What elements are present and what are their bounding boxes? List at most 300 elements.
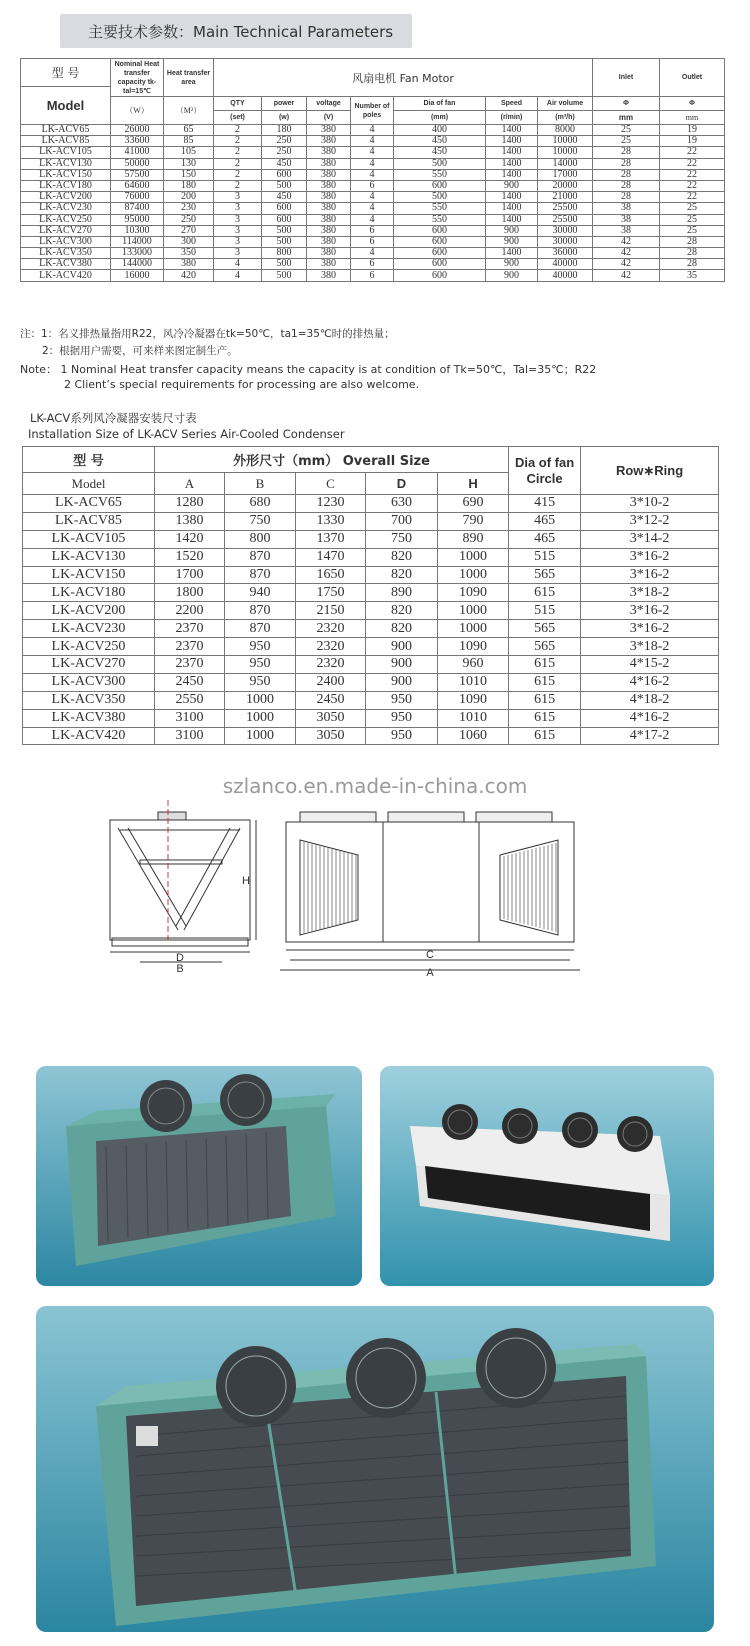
value-cell: 30000 (538, 225, 593, 236)
col-h-header: H (438, 473, 509, 495)
heat-area-header: Heat transfer area (164, 59, 214, 97)
model-cell: LK-ACV230 (23, 620, 155, 638)
voltage-unit: (V) (307, 111, 351, 125)
value-cell: 700 (366, 512, 438, 530)
value-cell: 565 (509, 638, 581, 656)
value-cell: 380 (307, 270, 351, 281)
value-cell: 420 (164, 270, 214, 281)
value-cell: 4 (351, 192, 394, 203)
model-cell: LK-ACV300 (21, 236, 111, 247)
value-cell: 1800 (155, 584, 225, 602)
value-cell: 28 (593, 147, 660, 158)
value-cell: 615 (509, 673, 581, 691)
value-cell: 144000 (111, 259, 164, 270)
value-cell: 950 (366, 709, 438, 727)
value-cell: 105 (164, 147, 214, 158)
value-cell: 1000 (225, 691, 296, 709)
value-cell: 900 (366, 673, 438, 691)
install-row (23, 656, 719, 674)
value-cell: 1090 (438, 584, 509, 602)
value-cell: 3100 (155, 727, 225, 745)
model-cell: LK-ACV200 (23, 602, 155, 620)
value-cell: 615 (509, 584, 581, 602)
value-cell: 40000 (538, 259, 593, 270)
value-cell: 1090 (438, 691, 509, 709)
value-cell: 1520 (155, 548, 225, 566)
poles-header: Number of poles (351, 97, 394, 125)
params-row (21, 180, 725, 191)
model-cell: LK-ACV105 (23, 530, 155, 548)
value-cell: 2320 (296, 620, 366, 638)
value-cell: 42 (593, 259, 660, 270)
value-cell: 4 (351, 147, 394, 158)
install-row (23, 620, 719, 638)
value-cell: 500 (262, 270, 307, 281)
value-cell: 630 (366, 495, 438, 513)
model-en-header: Model (21, 87, 111, 125)
website-watermark: szlanco.en.made-in-china.com (222, 774, 528, 798)
value-cell: 380 (307, 158, 351, 169)
value-cell: 600 (394, 248, 486, 259)
qty-header: QTY (214, 97, 262, 111)
value-cell: 450 (394, 136, 486, 147)
value-cell: 40000 (538, 270, 593, 281)
value-cell: 380 (307, 169, 351, 180)
value-cell: 28 (660, 248, 725, 259)
value-cell: 2 (214, 147, 262, 158)
params-row (21, 214, 725, 225)
value-cell: 1280 (155, 495, 225, 513)
product-photo-2 (380, 1066, 714, 1286)
install-row (23, 602, 719, 620)
technical-drawing (0, 800, 750, 980)
value-cell: 2320 (296, 638, 366, 656)
value-cell: 200 (164, 192, 214, 203)
model-cell: LK-ACV380 (23, 709, 155, 727)
model-cell: LK-ACV270 (21, 225, 111, 236)
params-row (21, 225, 725, 236)
value-cell: 870 (225, 548, 296, 566)
col-a-header: A (155, 473, 225, 495)
value-cell: 1010 (438, 673, 509, 691)
value-cell: 28 (660, 236, 725, 247)
value-cell: 1470 (296, 548, 366, 566)
dim-b-label: B (176, 963, 184, 975)
value-cell: 1060 (438, 727, 509, 745)
col-c-header: C (296, 473, 366, 495)
value-cell: 500 (394, 158, 486, 169)
model-cell: LK-ACV350 (23, 691, 155, 709)
value-cell: 3 (214, 192, 262, 203)
value-cell: 2 (214, 125, 262, 136)
install-row (23, 673, 719, 691)
outlet-unit: mm (660, 111, 725, 125)
value-cell: 4*16-2 (581, 709, 719, 727)
value-cell: 600 (394, 236, 486, 247)
value-cell: 615 (509, 727, 581, 745)
value-cell: 180 (164, 180, 214, 191)
value-cell: 36000 (538, 248, 593, 259)
value-cell: 380 (307, 214, 351, 225)
model-cell: LK-ACV65 (23, 495, 155, 513)
value-cell: 600 (394, 270, 486, 281)
value-cell: 950 (225, 656, 296, 674)
value-cell: 380 (307, 203, 351, 214)
value-cell: 600 (262, 169, 307, 180)
value-cell: 1380 (155, 512, 225, 530)
inlet-phi: Φ (593, 97, 660, 111)
model-cell: LK-ACV85 (21, 136, 111, 147)
main-params-title: 主要技术参数：Main Technical Parameters (88, 22, 394, 41)
value-cell: 8000 (538, 125, 593, 136)
value-cell: 25 (660, 214, 725, 225)
value-cell: 2200 (155, 602, 225, 620)
value-cell: 300 (164, 236, 214, 247)
value-cell: 2450 (155, 673, 225, 691)
value-cell: 900 (486, 225, 538, 236)
install-row (23, 548, 719, 566)
install-model-cn: 型 号 (23, 447, 155, 473)
value-cell: 800 (225, 530, 296, 548)
dim-c-label: C (426, 949, 434, 961)
outlet-phi: Φ (660, 97, 725, 111)
params-row (21, 147, 725, 158)
install-row (23, 512, 719, 530)
value-cell: 3 (214, 203, 262, 214)
col-b-header: B (225, 473, 296, 495)
value-cell: 380 (307, 136, 351, 147)
air-volume-header: Air volume (538, 97, 593, 111)
value-cell: 1000 (438, 620, 509, 638)
value-cell: 42 (593, 248, 660, 259)
model-cell: LK-ACV200 (21, 192, 111, 203)
value-cell: 870 (225, 602, 296, 620)
value-cell: 1400 (486, 248, 538, 259)
model-cell: LK-ACV420 (23, 727, 155, 745)
voltage-header: voltage (307, 97, 351, 111)
value-cell: 1400 (486, 125, 538, 136)
value-cell: 250 (164, 214, 214, 225)
overall-size-header: 外形尺寸（mm） Overall Size (155, 447, 509, 473)
model-cell: LK-ACV230 (21, 203, 111, 214)
install-row (23, 638, 719, 656)
value-cell: 6 (351, 236, 394, 247)
value-cell: 4 (351, 203, 394, 214)
value-cell: 57500 (111, 169, 164, 180)
value-cell: 600 (394, 259, 486, 270)
value-cell: 2150 (296, 602, 366, 620)
dia-fan-circle-header: Dia of fan Circle (509, 447, 581, 495)
product-photo-3 (36, 1306, 714, 1632)
value-cell: 41000 (111, 147, 164, 158)
power-header: power (262, 97, 307, 111)
value-cell: 3100 (155, 709, 225, 727)
value-cell: 250 (262, 136, 307, 147)
params-row (21, 136, 725, 147)
value-cell: 600 (262, 214, 307, 225)
value-cell: 22 (660, 158, 725, 169)
value-cell: 22 (660, 169, 725, 180)
value-cell: 133000 (111, 248, 164, 259)
value-cell: 950 (366, 691, 438, 709)
model-cn-header: 型 号 (21, 59, 111, 87)
row-ring-header: Row∗Ring (581, 447, 719, 495)
col-d-header: D (366, 473, 438, 495)
value-cell: 19 (660, 136, 725, 147)
value-cell: 28 (660, 259, 725, 270)
value-cell: 500 (394, 192, 486, 203)
value-cell: 950 (225, 638, 296, 656)
value-cell: 465 (509, 530, 581, 548)
value-cell: 750 (366, 530, 438, 548)
value-cell: 600 (262, 203, 307, 214)
front-view-drawing (280, 812, 580, 970)
value-cell: 450 (262, 192, 307, 203)
value-cell: 38 (593, 214, 660, 225)
value-cell: 500 (262, 180, 307, 191)
value-cell: 4 (214, 259, 262, 270)
value-cell: 3*18-2 (581, 584, 719, 602)
value-cell: 1400 (486, 158, 538, 169)
value-cell: 3*14-2 (581, 530, 719, 548)
qty-unit: (set) (214, 111, 262, 125)
value-cell: 25 (660, 203, 725, 214)
value-cell: 1010 (438, 709, 509, 727)
value-cell: 1330 (296, 512, 366, 530)
value-cell: 250 (262, 147, 307, 158)
inlet-header: Inlet (593, 59, 660, 97)
inlet-unit: mm (593, 111, 660, 125)
value-cell: 3*12-2 (581, 512, 719, 530)
note-en-line-2: 2 Client’s special requirements for processing are also welcome. (64, 378, 420, 391)
install-row (23, 691, 719, 709)
value-cell: 1400 (486, 136, 538, 147)
value-cell: 515 (509, 602, 581, 620)
value-cell: 900 (486, 270, 538, 281)
note-cn-line-1: 注：1：名义排热量指用R22，风冷冷凝器在tk=50℃，ta1=35℃时的排热量； (20, 328, 395, 340)
value-cell: 19 (660, 125, 725, 136)
value-cell: 4 (351, 158, 394, 169)
value-cell: 3 (214, 248, 262, 259)
value-cell: 20000 (538, 180, 593, 191)
value-cell: 28 (593, 158, 660, 169)
value-cell: 4 (351, 248, 394, 259)
value-cell: 4 (214, 270, 262, 281)
value-cell: 900 (486, 236, 538, 247)
model-cell: LK-ACV250 (21, 214, 111, 225)
value-cell: 1700 (155, 566, 225, 584)
value-cell: 21000 (538, 192, 593, 203)
params-row (21, 158, 725, 169)
value-cell: 550 (394, 203, 486, 214)
value-cell: 114000 (111, 236, 164, 247)
value-cell: 1400 (486, 147, 538, 158)
params-row (21, 203, 725, 214)
model-cell: LK-ACV150 (21, 169, 111, 180)
product-photo-1 (36, 1066, 362, 1286)
value-cell: 350 (164, 248, 214, 259)
value-cell: 87400 (111, 203, 164, 214)
value-cell: 10000 (538, 136, 593, 147)
model-cell: LK-ACV250 (23, 638, 155, 656)
value-cell: 1000 (438, 548, 509, 566)
value-cell: 680 (225, 495, 296, 513)
value-cell: 2 (214, 158, 262, 169)
model-cell: LK-ACV130 (23, 548, 155, 566)
install-row (23, 727, 719, 745)
heat-capacity-unit: （W） (111, 97, 164, 125)
value-cell: 28 (593, 169, 660, 180)
value-cell: 565 (509, 620, 581, 638)
value-cell: 750 (225, 512, 296, 530)
value-cell: 820 (366, 620, 438, 638)
install-row (23, 709, 719, 727)
value-cell: 2320 (296, 656, 366, 674)
value-cell: 42 (593, 236, 660, 247)
value-cell: 25 (593, 136, 660, 147)
value-cell: 900 (486, 180, 538, 191)
value-cell: 1400 (486, 169, 538, 180)
value-cell: 6 (351, 259, 394, 270)
value-cell: 3*18-2 (581, 638, 719, 656)
value-cell: 380 (307, 259, 351, 270)
value-cell: 1400 (486, 214, 538, 225)
value-cell: 4 (351, 169, 394, 180)
value-cell: 1000 (225, 727, 296, 745)
value-cell: 25500 (538, 203, 593, 214)
value-cell: 3 (214, 214, 262, 225)
value-cell: 790 (438, 512, 509, 530)
air-volume-unit: (m³/h) (538, 111, 593, 125)
value-cell: 1000 (438, 602, 509, 620)
value-cell: 900 (486, 259, 538, 270)
value-cell: 465 (509, 512, 581, 530)
value-cell: 615 (509, 691, 581, 709)
value-cell: 1090 (438, 638, 509, 656)
model-cell: LK-ACV350 (21, 248, 111, 259)
value-cell: 2 (214, 136, 262, 147)
speed-header: Speed (486, 97, 538, 111)
value-cell: 6 (351, 270, 394, 281)
value-cell: 3 (214, 225, 262, 236)
value-cell: 2400 (296, 673, 366, 691)
model-cell: LK-ACV65 (21, 125, 111, 136)
value-cell: 28 (593, 180, 660, 191)
model-cell: LK-ACV130 (21, 158, 111, 169)
value-cell: 28 (593, 192, 660, 203)
outlet-header: Outlet (660, 59, 725, 97)
heat-capacity-header: Nominal Heat transfer capacity tk-tal=15℃ (111, 59, 164, 97)
model-cell: LK-ACV105 (21, 147, 111, 158)
value-cell: 615 (509, 656, 581, 674)
fan-motor-header: 风扇电机 Fan Motor (214, 59, 593, 97)
dia-fan-unit: (mm) (394, 111, 486, 125)
value-cell: 6 (351, 225, 394, 236)
value-cell: 550 (394, 169, 486, 180)
value-cell: 4 (351, 214, 394, 225)
value-cell: 42 (593, 270, 660, 281)
value-cell: 65 (164, 125, 214, 136)
value-cell: 890 (438, 530, 509, 548)
value-cell: 4*16-2 (581, 673, 719, 691)
value-cell: 130 (164, 158, 214, 169)
value-cell: 3*16-2 (581, 602, 719, 620)
install-title-cn: LK-ACV系列风冷凝器安装尺寸表 (30, 411, 197, 425)
value-cell: 150 (164, 169, 214, 180)
value-cell: 38 (593, 225, 660, 236)
value-cell: 415 (509, 495, 581, 513)
params-row (21, 270, 725, 281)
value-cell: 26000 (111, 125, 164, 136)
params-row (21, 192, 725, 203)
notes-cn (20, 326, 730, 360)
value-cell: 380 (307, 192, 351, 203)
value-cell: 380 (307, 180, 351, 191)
value-cell: 2 (214, 169, 262, 180)
heat-area-unit: （M²） (164, 97, 214, 125)
value-cell: 1400 (486, 203, 538, 214)
value-cell: 22 (660, 147, 725, 158)
value-cell: 380 (307, 236, 351, 247)
value-cell: 10000 (538, 147, 593, 158)
value-cell: 1420 (155, 530, 225, 548)
value-cell: 6 (351, 180, 394, 191)
value-cell: 500 (262, 236, 307, 247)
side-view-drawing (110, 800, 256, 962)
value-cell: 380 (164, 259, 214, 270)
value-cell: 4*18-2 (581, 691, 719, 709)
params-row (21, 248, 725, 259)
value-cell: 25 (660, 225, 725, 236)
value-cell: 3 (214, 236, 262, 247)
value-cell: 4*15-2 (581, 656, 719, 674)
value-cell: 2370 (155, 638, 225, 656)
note-cn-line-2: 2：根据用户需要，可来样来图定制生产。 (42, 345, 238, 357)
value-cell: 550 (394, 214, 486, 225)
value-cell: 380 (307, 125, 351, 136)
value-cell: 76000 (111, 192, 164, 203)
install-title (30, 410, 345, 442)
value-cell: 1400 (486, 192, 538, 203)
value-cell: 800 (262, 248, 307, 259)
value-cell: 870 (225, 620, 296, 638)
value-cell: 22 (660, 180, 725, 191)
value-cell: 380 (307, 248, 351, 259)
value-cell: 380 (307, 225, 351, 236)
value-cell: 615 (509, 709, 581, 727)
value-cell: 230 (164, 203, 214, 214)
value-cell: 1370 (296, 530, 366, 548)
value-cell: 1750 (296, 584, 366, 602)
value-cell: 3050 (296, 709, 366, 727)
installation-size-table (22, 446, 719, 745)
value-cell: 2550 (155, 691, 225, 709)
value-cell: 4 (351, 136, 394, 147)
value-cell: 25 (593, 125, 660, 136)
value-cell: 3*16-2 (581, 548, 719, 566)
install-row (23, 584, 719, 602)
value-cell: 38 (593, 203, 660, 214)
value-cell: 180 (262, 125, 307, 136)
value-cell: 50000 (111, 158, 164, 169)
power-unit: (w) (262, 111, 307, 125)
value-cell: 25500 (538, 214, 593, 225)
value-cell: 4 (351, 125, 394, 136)
value-cell: 3*10-2 (581, 495, 719, 513)
value-cell: 380 (307, 147, 351, 158)
value-cell: 1230 (296, 495, 366, 513)
value-cell: 960 (438, 656, 509, 674)
